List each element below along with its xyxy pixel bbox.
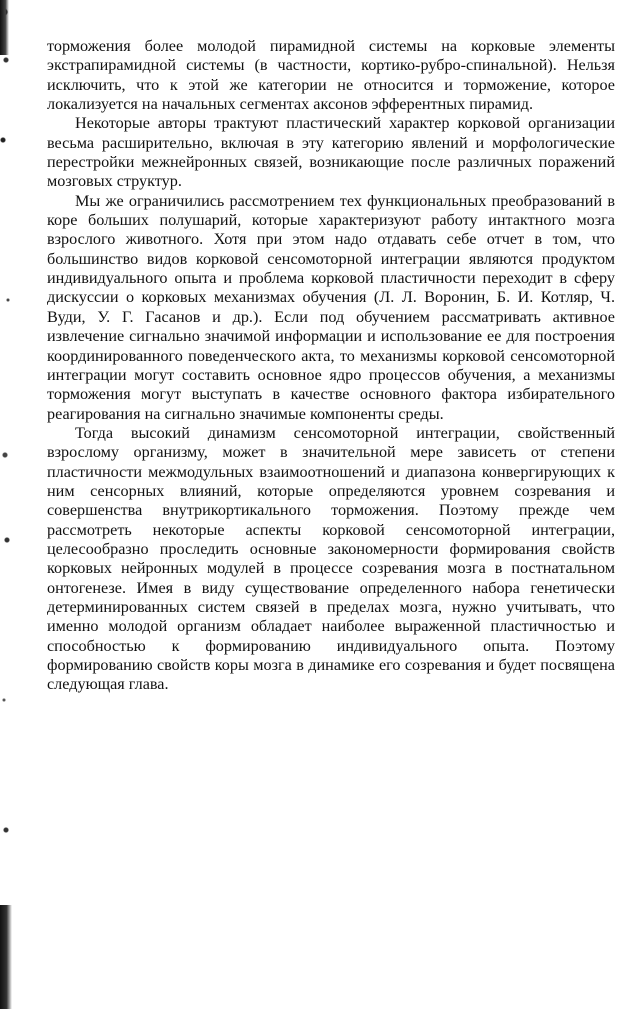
paragraph-continuation: торможения более молодой пирамидной системы на корковые элементы экстрапирамидной системы (в частности, кортико-рубро-спинальной). Нельзя исключить, что к этой же категории не относится и торможение, которое локализуется на начальных сегментах аксонов эфферентных пирамид.	[47, 37, 615, 114]
paragraph-functional-transformations: Мы же ограничились рассмотрением тех функциональных преобразований в коре больших полушарий, которые характеризуют работу интактного мозга взрослого животного. Хотя при этом надо отдавать себе отчет в том, что большинство видов корковой сенсомоторной интеграции являются продуктом индивидуального опыта и проблема корковой пластичности переходит в сферу дискуссии о корковых механизмах обучения (Л. Л. Воронин, Б. И. Котляр, Ч. Вуди, У. Г. Гасанов и др.). Если под обучением рассматривать активное извлечение сигнально значимой информации и использование ее для построения координированного поведенческого акта, то механизмы корковой сенсомоторной интеграции могут составить основное ядро процессов обучения, а механизмы торможения могут выступать в качестве основного фактора избирательного реагирования на сигнально значимые компоненты среды.	[47, 191, 615, 423]
page-body	[47, 37, 615, 695]
scan-shadow-bottom	[0, 905, 12, 1009]
scan-binding-edge	[0, 0, 22, 1009]
paragraph-sensorimotor-integration: Тогда высокий динамизм сенсомоторной интеграции, свойственный взрослому организму, может в значительной мере зависеть от степени пластичности межмодульных взаимоотношений и диапазона конвергирующих к ним сенсорных влияний, которые определяются уровнем созревания и совершенства внутрикортикального торможения. Поэтому прежде чем рассмотреть некоторые аспекты корковой сенсомоторной интеграции, целесообразно проследить основные закономерности формирования свойств корковых нейронных модулей в процессе созревания мозга в постнатальном онтогенезе. Имея в виду существование определенного набора генетически детерминированных систем связей в пределах мозга, нужно учитывать, что именно молодой организм обладает наиболее выраженной пластичностью и способностью к формированию индивидуального опыта. Поэтому формированию свойств коры мозга в динамике его созревания и будет посвящена следующая глава.	[47, 423, 615, 694]
scan-shadow-top	[0, 0, 9, 55]
paragraph-authors-interpretation: Некоторые авторы трактуют пластический характер корковой организации весьма расширительно, включая в эту категорию явлений и морфологические перестройки межнейронных связей, возникающие после различных поражений мозговых структур.	[47, 114, 615, 191]
